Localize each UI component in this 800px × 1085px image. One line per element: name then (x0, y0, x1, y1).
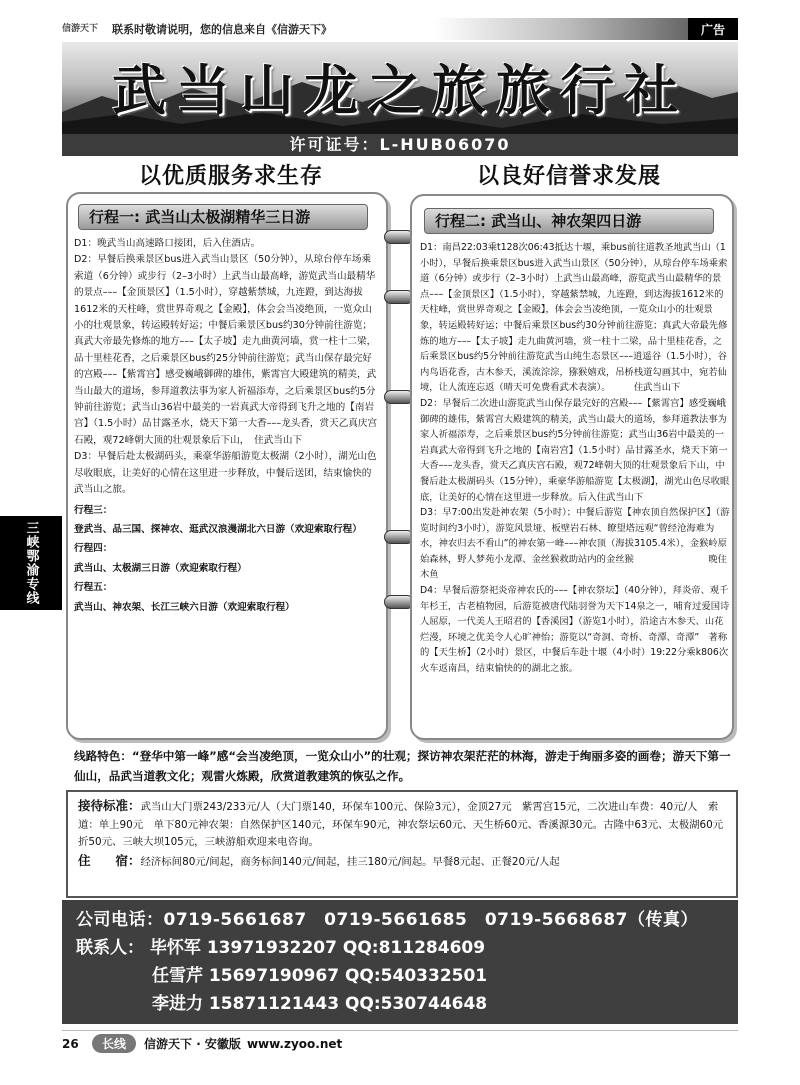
contact-name: 毕怀军 (149, 938, 201, 958)
itinerary-2-day-3: D3：早7:00出发赴神农架（5小时）；中餐后游览【神农顶自然保护区】（游览时间约3小时），游览风景垭、板壁岩石林、瞭望塔远观“曾经沧海难为水，神农归去不看山”的神农第一峰–––神农顶（海拔3105.4米），金猴岭原始森林，野人梦苑小龙潭、金丝猴救助站内的金丝猴 晚住木鱼 (420, 507, 730, 581)
itinerary-5-text: 武当山、神农架、长江三峡六日游（欢迎索取行程） (74, 601, 295, 613)
itinerary-panel-right (410, 194, 734, 740)
itinerary-panel-left (66, 192, 388, 740)
header-banner (62, 42, 738, 134)
page-number: 26 (62, 1036, 79, 1051)
license-number: 许可证号：L-HUB06070 (62, 134, 738, 156)
magazine-logo: 信游天下 (62, 23, 99, 34)
slogan-left: 以优质服务求生存 (138, 163, 323, 189)
contact-name: 李进力 (152, 994, 203, 1014)
reception-standards (66, 790, 738, 898)
route-features-text: “登华中第一峰”感“会当凌绝顶，一览众山小”的壮观；探访神农架茫茫的林海，游走于绚丽多姿的画卷；游天下第一仙山，品武当道教文化；观雷火炼殿，欣赏道教建筑的恢弘之作。 (74, 749, 731, 783)
itinerary-4-label: 行程四： (74, 543, 113, 555)
slogans (62, 158, 738, 190)
stay-label: 住 宿： (78, 852, 141, 868)
itinerary-5-label: 行程五： (74, 582, 113, 594)
page-footer (62, 1030, 738, 1056)
itinerary-3-label: 行程三： (74, 504, 113, 516)
contact-tel: 15871121443 (208, 994, 340, 1014)
standards-text: 武当山大门票243/233元/人（大门票140，环保车100元、保险3元），金顶27元 紫霄宫15元，二次进山车费：40元/人 索道：单上90元 单下80元神农架：自然保护区140元，环保车90元，神农祭坛60元、天生桥60元、香溪源30元。古隆中63元、太极湖60元折50元、三峡大坝105元，三峡游船欢迎来电咨询。 (78, 801, 724, 848)
contact-qq: QQ:530744648 (344, 994, 488, 1014)
itinerary-4-text: 武当山、太极湖三日游（欢迎索取行程） (74, 562, 247, 574)
contact-tel: 13971932207 (206, 938, 337, 958)
contact-block (62, 900, 738, 1024)
itinerary-1-day-3: D3：早餐后赴太极湖码头，乘豪华游船游览太极湖（2小时），湖光山色尽收眼底，让美好的心情在这里进一步释放，中餐后送团，结束愉快的武当山之旅。 (74, 451, 377, 496)
agency-name: 武当山龙之旅旅行社 (112, 58, 688, 122)
itinerary-2-day-1: D1：南昌22:03乘t128次06:43抵达十堰，乘bus前往道教圣地武当山（1小时），早餐后换乘景区bus进入武当山景区（50分钟），从琼台停车场乘索道（6分钟）或步行（2–3小时）上武当山最高峰，游览武当山最精华的景点–––【金顶景区】（1.5小时），穿越紫禁城，九连蹬，到达海拔1612米的天柱峰，赏世界奇观之【金殿】，体会会当凌绝顶，一览众山小的壮观景象，转运殿转好运；中餐后乘景区bus约30分钟前往游览；真武大帝最先修炼的地方–––【太子坡】走九曲黄河墙，赏一柱十二梁，品十里桂花香，之后乘景区bus约5分钟前往游览武当山纯生态景区–––逍遥谷（1.5小时），谷内鸟语花香，古木参天，溪流淙淙，猕猴嬉戏，吊桥栈道勾画其中，宛若仙境，让人流连忘返（晴天可免费看武术表演）。 住武当山下 (420, 242, 728, 394)
itinerary-2-title: 行程二: 武当山、神农架四日游 (424, 208, 714, 234)
company-phones: 0719-5661687 0719-5661685 0719-5668687（传真） (163, 910, 699, 930)
itinerary-3-text: 登武当、品三国、探神农、逛武汉浪漫湖北六日游（欢迎索取行程） (74, 523, 362, 535)
itinerary-2-body (420, 240, 730, 677)
contact-person-label: 联系人： (76, 938, 144, 958)
contact-qq: QQ:540332501 (344, 966, 488, 986)
route-features-label: 线路特色： (74, 749, 132, 763)
contact-qq: QQ:811284609 (342, 938, 486, 958)
slogan-right: 以良好信誉求发展 (476, 163, 661, 189)
phone-label: 公司电话： (76, 910, 164, 930)
itinerary-2-day-2: D2：早餐后二次进山游览武当山保存最完好的宫殿–––【紫霄宫】感受巍峨御碑的雄伟，紫霄宫大殿建筑的精美，武当山最大的道场，参拜道教法事为家人祈福添寿，之后乘景区bus约5分钟前往游览；武当山36岩中最美的一岩真武大帝得到飞升之地的【南岩宫】（1.5小时）品甘露圣水，烧天下第一大香–––龙头香，赏天乙真庆宫石殿，观72峰朝大顶的壮观景象后下山，中餐后赴太极湖码头（15分钟），乘豪华游船游览【太极湖】，湖光山色尽收眼底，让美好的心情在这里进一步释放。后入住武当山下 (420, 397, 730, 503)
itinerary-1-day-1: D1：晚武当山高速路口接团，后入住酒店。 (74, 238, 261, 249)
magazine-edition: 信游天下 · 安徽版 (144, 1037, 241, 1051)
website-url: www.zyoo.net (246, 1036, 343, 1051)
itinerary-1-title: 行程一: 武当山太极湖精华三日游 (78, 204, 368, 230)
side-label (0, 516, 62, 610)
top-strip (62, 18, 738, 40)
contact-name: 任雪芹 (152, 966, 203, 986)
contact-note: 联系时敬请说明，您的信息来自《信游天下》 (112, 23, 332, 36)
standards-label: 接待标准： (78, 798, 141, 813)
contact-tel: 15697190967 (208, 966, 340, 986)
itinerary-1-day-2: D2：早餐后换乘景区bus进入武当山景区（50分钟），从琼台停车场乘索道（6分钟）或步行（2–3小时）上武当山最高峰，游览武当山最精华的景点–––【金顶景区】（1.5小时），穿越紫禁城，九连蹬，到达海拔1612米的天柱峰，赏世界奇观之【金殿】，体会会当凌绝顶，一览众山小的壮观景象，转运殿转好运；中餐后乘景区bus约30分钟前往游览；真武大帝最先修炼的地方–––【太子坡】走九曲黄河墙，赏一柱十二梁，品十里桂花香，之后乘景区bus约25分钟前往游览；武当山保存最完好的宫殿–––【紫霄宫】感受巍峨御碑的雄伟，紫霄宫大殿建筑的精美，武当山最大的道场，参拜道教法事为家人祈福添寿，之后乘景区bus约5分钟前往游览；武当山36岩中最美的一岩真武大帝得到飞升之地的【南岩宫】（1.5小时）品甘露圣水，烧天下第一大香–––龙头香，赏天乙真庆宫石殿，观72峰朝大顶的壮观景象后下山， 住武当山下 (74, 254, 378, 446)
itinerary-2-day-4: D4：早餐后游祭祀炎帝神农氏的–––【神农祭坛】（40分钟），拜炎帝、观千年杉王，古老植物园，后游览被唐代陆羽誉为天下14泉之一，哺育过爱国诗人屈原，一代美人王昭君的【香溪园】（游览1小时），沿途古木参天、山花烂漫，环境之优美令人心旷神怡；游览以“奇洞、奇桥、奇潭、奇潭” 著称的【天生桥】（2小时）景区，中餐后车赴十堰（4小时）19:22分乘k806次火车返南昌，结束愉快的的湖北之旅。 (420, 585, 730, 675)
stay-text: 经济标间80元/间起，商务标间140元/间起，挂三180元/间起。早餐8元起、正餐20元/人起 (140, 855, 560, 868)
itinerary-1-body (74, 236, 380, 616)
ad-badge: 广告 (688, 18, 738, 40)
section-badge: 长线 (92, 1034, 136, 1053)
side-label-text: 三峡鄂渝专线 (23, 521, 39, 605)
route-features (74, 746, 738, 786)
